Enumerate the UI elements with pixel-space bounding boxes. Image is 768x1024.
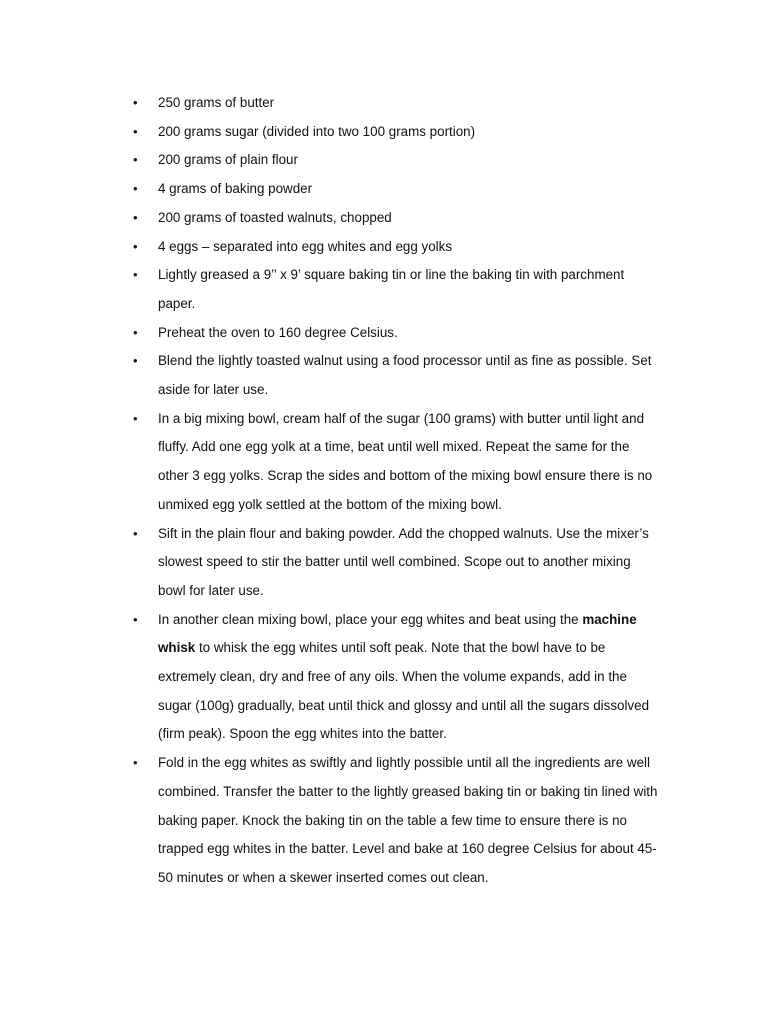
recipe-bullet-list	[130, 89, 660, 893]
list-item-text: Sift in the plain flour and baking powder. Add the chopped walnuts. Use the mixer’s slowest speed to stir the batter until well combined. Scope out to another mixing bowl for later use.	[158, 525, 649, 598]
list-item-text: 250 grams of butter	[158, 95, 275, 110]
bullet-icon: •	[133, 324, 138, 340]
list-item-text: 200 grams of toasted walnuts, chopped	[158, 209, 392, 225]
bullet-icon: •	[133, 410, 138, 426]
list-item-walnuts	[130, 204, 660, 233]
bullet-icon: •	[133, 525, 138, 541]
list-item-sift-flour	[130, 520, 660, 606]
bullet-icon: •	[133, 611, 138, 627]
list-item-eggs	[130, 233, 660, 262]
list-item-fold-and-bake	[130, 749, 660, 893]
list-item-bold-text: machine whisk	[158, 611, 637, 656]
list-item-grease-tin	[130, 261, 660, 318]
list-item-text: In a big mixing bowl, cream half of the sugar (100 grams) with butter until light and fluffy. Add one egg yolk at a time, beat until well mixed. Repeat the same for the other 3 egg yolks. Scrap the sides and bottom of the mixing bowl ensure there is no unmixed egg yolk settled at the bottom of the mixing bowl.	[158, 410, 653, 512]
list-item-baking-powder	[130, 175, 660, 204]
list-item-beat-egg-whites	[130, 606, 660, 750]
list-item-text: 200 grams of plain flour	[158, 152, 298, 168]
list-item-preheat-oven	[130, 319, 660, 348]
bullet-icon: •	[133, 95, 138, 110]
bullet-icon: •	[133, 267, 138, 283]
list-item-text: 4 eggs – separated into egg whites and egg yolks	[158, 238, 453, 254]
list-item-text-end: to whisk the egg whites until soft peak. Note that the bowl have to be extremely clean, dry and free of any oils. When the volume expands, add in the sugar (100g) gradually, beat until thick and glossy and until all the sugars dissolved (firm peak). Spoon the egg whites into the batter.	[158, 640, 650, 742]
list-item-text: 4 grams of baking powder	[158, 181, 313, 197]
bullet-icon: •	[133, 152, 138, 168]
list-item-text: Preheat the oven to 160 degree Celsius.	[158, 324, 398, 340]
bullet-icon: •	[133, 353, 138, 369]
list-item-cream-butter	[130, 405, 660, 520]
list-item-text: Lightly greased a 9’’ x 9’ square baking tin or line the baking tin with parchment paper.	[158, 267, 625, 311]
bullet-icon: •	[133, 181, 138, 197]
list-item-butter	[130, 89, 660, 118]
bullet-icon: •	[133, 123, 138, 139]
list-item-text: Fold in the egg whites as swiftly and lightly possible until all the ingredients are well combined. Transfer the batter to the lightly greased baking tin or baking tin lined with baking paper. Knock the baking tin on the table a few time to ensure there is no trapped egg whites in the batter. Level and bake at 160 degree Celsius for about 45-50 minutes or when a skewer inserted comes out clean.	[158, 755, 658, 885]
list-item-text: 200 grams sugar (divided into two 100 grams portion)	[158, 123, 476, 139]
list-item-sugar	[130, 118, 660, 147]
list-item-flour	[130, 146, 660, 175]
bullet-icon: •	[133, 755, 138, 771]
bullet-icon: •	[133, 238, 138, 254]
list-item-text-start: In another clean mixing bowl, place your egg whites and beat using the	[158, 611, 583, 627]
list-item-blend-walnut	[130, 347, 660, 404]
bullet-icon: •	[133, 209, 138, 225]
list-item-text: Blend the lightly toasted walnut using a food processor until as fine as possible. Set aside for later use.	[158, 353, 652, 398]
